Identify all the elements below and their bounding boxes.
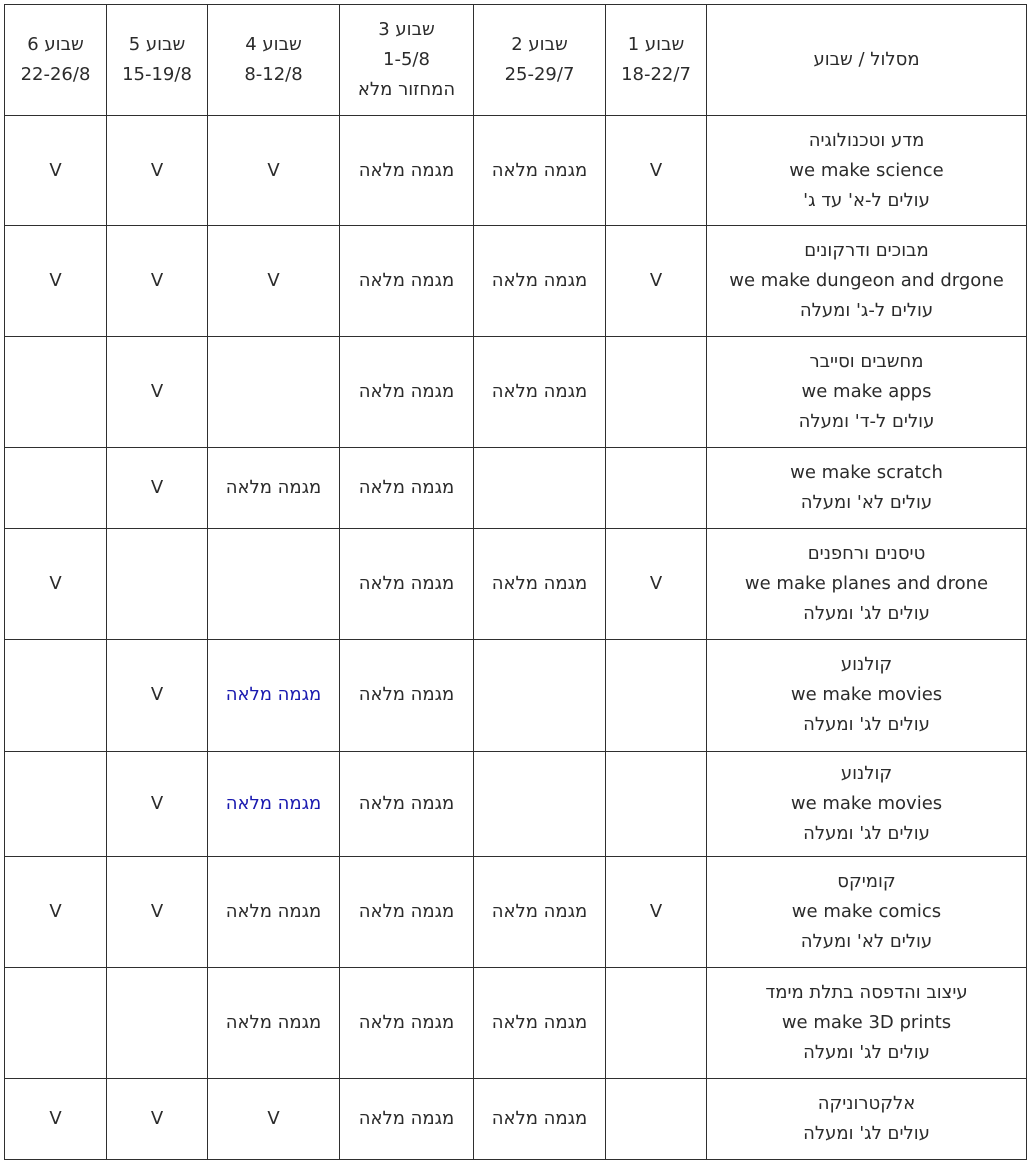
cell-line: מדע וטכנולוגיה (808, 129, 925, 151)
availability-check (107, 1078, 208, 1159)
full-status-cell (340, 967, 474, 1078)
availability-check (606, 529, 707, 640)
cell-value: מגמה מלאה (358, 792, 455, 814)
full-status-cell (474, 856, 606, 967)
table-row (5, 116, 1027, 226)
cell-line: עולים לג' ומעלה (803, 1122, 930, 1144)
empty-cell (5, 640, 107, 751)
cell-line: we make scratch (790, 462, 943, 484)
cell-value: מגמה מלאה (358, 477, 455, 499)
schedule-table (4, 4, 1027, 1160)
track-cell (707, 226, 1027, 337)
empty-cell (474, 640, 606, 751)
cell-value: מגמה מלאה (491, 900, 588, 922)
cell-value: V (150, 159, 164, 181)
table-row (5, 967, 1027, 1078)
availability-check (606, 856, 707, 967)
track-cell (707, 856, 1027, 967)
full-status-cell (474, 226, 606, 337)
availability-check (208, 1078, 340, 1159)
empty-cell (107, 529, 208, 640)
availability-check (5, 529, 107, 640)
cell-value: V (150, 477, 164, 499)
cell-value: V (649, 270, 663, 292)
full-status-link[interactable]: מגמה מלאה (225, 792, 322, 814)
cell-value: מגמה מלאה (491, 1011, 588, 1033)
track-cell (707, 967, 1027, 1078)
track-cell (707, 529, 1027, 640)
cell-line: we make science (789, 159, 944, 181)
full-status-cell (340, 529, 474, 640)
cell-value: מגמה מלאה (491, 1107, 588, 1129)
cell-line: we make planes and drone (744, 573, 989, 595)
full-status-cell (208, 967, 340, 1078)
track-cell (707, 337, 1027, 448)
table-row (5, 856, 1027, 967)
availability-check (107, 226, 208, 337)
cell-value: מגמה מלאה (225, 1011, 322, 1033)
cell-value: V (49, 1107, 62, 1129)
cell-value: מגמה מלאה (358, 159, 455, 181)
cell-line: עולים ל-ג' ומעלה (799, 300, 934, 322)
full-status-cell (340, 856, 474, 967)
full-status-cell (340, 1078, 474, 1159)
cell-line: עולים לג' ומעלה (803, 822, 930, 844)
availability-check (107, 856, 208, 967)
empty-cell (208, 337, 340, 448)
cell-line: עולים לג' ומעלה (803, 714, 930, 736)
empty-cell (606, 751, 707, 856)
header-week-4 (208, 5, 340, 116)
cell-line: טיסנים ורחפנים (807, 543, 926, 565)
cell-value: מגמה מלאה (358, 381, 455, 403)
cell-line: we make comics (791, 900, 942, 922)
cell-value: מגמה מלאה (225, 477, 322, 499)
availability-check (107, 640, 208, 751)
track-cell (707, 448, 1027, 529)
header-week-3 (340, 5, 474, 116)
availability-check (208, 116, 340, 226)
track-cell (707, 1078, 1027, 1159)
empty-cell (5, 751, 107, 856)
cell-value: מגמה מלאה (491, 159, 588, 181)
full-status-cell (340, 448, 474, 529)
empty-cell (474, 751, 606, 856)
cell-value: V (49, 270, 62, 292)
cell-value: V (150, 684, 164, 706)
cell-line: we make 3D prints (781, 1011, 952, 1033)
full-status-cell (208, 856, 340, 967)
availability-check (5, 116, 107, 226)
cell-line: קומיקס (837, 870, 896, 892)
cell-value: מגמה מלאה (358, 1011, 455, 1033)
full-status-link[interactable]: מגמה מלאה (225, 684, 322, 706)
full-status-cell (208, 448, 340, 529)
availability-check (5, 856, 107, 967)
table-row (5, 1078, 1027, 1159)
cell-line: 22-26/8 (20, 64, 91, 85)
cell-line: מסלול / שבוע (813, 49, 920, 70)
cell-value: V (649, 573, 663, 595)
full-status-cell (474, 967, 606, 1078)
cell-value: V (649, 900, 663, 922)
cell-value: V (49, 159, 62, 181)
header-row (5, 5, 1027, 116)
cell-value: מגמה מלאה (491, 381, 588, 403)
cell-line: מחשבים וסייבר (809, 351, 924, 373)
cell-value: מגמה מלאה (358, 270, 455, 292)
cell-value: מגמה מלאה (491, 270, 588, 292)
cell-line: 8-12/8 (244, 64, 303, 85)
empty-cell (208, 529, 340, 640)
track-cell (707, 751, 1027, 856)
cell-value: V (267, 159, 280, 181)
cell-line: we make movies (790, 684, 943, 706)
cell-line: 25-29/7 (504, 64, 575, 85)
table-row (5, 529, 1027, 640)
cell-line: שבוע 3 (378, 19, 435, 40)
full-status-cell (340, 337, 474, 448)
empty-cell (107, 967, 208, 1078)
cell-value: V (267, 270, 280, 292)
cell-value: V (150, 792, 164, 814)
table-body (5, 116, 1027, 1160)
availability-check (107, 116, 208, 226)
full-status-cell (474, 529, 606, 640)
cell-line: we make movies (790, 792, 943, 814)
table-row (5, 337, 1027, 448)
cell-line: קולנוע (840, 762, 893, 784)
cell-line: עולים ל-ד' ומעלה (798, 411, 935, 433)
cell-line: שבוע 4 (245, 34, 302, 55)
cell-value: V (267, 1107, 280, 1129)
empty-cell (606, 640, 707, 751)
table-row (5, 751, 1027, 856)
full-status-cell[interactable] (208, 640, 340, 751)
full-status-cell (340, 640, 474, 751)
header-track-week (707, 5, 1027, 116)
cell-line: עיצוב והדפסה בתלת מימד (765, 981, 968, 1003)
header-week-1 (606, 5, 707, 116)
cell-line: שבוע 6 (27, 34, 84, 55)
cell-line: אלקטרוניקה (817, 1092, 916, 1114)
cell-line: שבוע 5 (128, 34, 186, 55)
full-status-cell (474, 337, 606, 448)
empty-cell (606, 1078, 707, 1159)
track-cell (707, 116, 1027, 226)
table-row (5, 226, 1027, 337)
cell-value: מגמה מלאה (358, 573, 455, 595)
cell-line: we make apps (801, 381, 932, 403)
availability-check (107, 751, 208, 856)
availability-check (107, 337, 208, 448)
cell-value: V (649, 159, 663, 181)
empty-cell (606, 337, 707, 448)
table-row (5, 448, 1027, 529)
cell-line: המחזור מלא (357, 79, 456, 100)
cell-line: עולים לא' ומעלה (800, 492, 933, 514)
availability-check (208, 226, 340, 337)
header-week-2 (474, 5, 606, 116)
cell-value: מגמה מלאה (358, 900, 455, 922)
empty-cell (5, 337, 107, 448)
header-week-5 (107, 5, 208, 116)
cell-line: 15-19/8 (122, 64, 192, 85)
empty-cell (606, 967, 707, 1078)
empty-cell (5, 967, 107, 1078)
cell-value: מגמה מלאה (358, 1107, 455, 1129)
cell-value: מגמה מלאה (491, 573, 588, 595)
cell-line: we make dungeon and drgone (729, 270, 1004, 292)
cell-line: 18-22/7 (621, 64, 691, 85)
full-status-cell (474, 116, 606, 226)
cell-line: שבוע 1 (627, 34, 685, 55)
header-week-6 (5, 5, 107, 116)
cell-line: 1-5/8 (383, 49, 430, 70)
cell-value: מגמה מלאה (225, 900, 322, 922)
cell-value: V (49, 900, 62, 922)
full-status-cell (340, 751, 474, 856)
availability-check (107, 448, 208, 529)
cell-line: שבוע 2 (511, 34, 568, 55)
table-row (5, 640, 1027, 751)
availability-check (5, 1078, 107, 1159)
cell-value: V (150, 381, 164, 403)
cell-value: V (49, 573, 62, 595)
cell-value: מגמה מלאה (358, 684, 455, 706)
availability-check (606, 116, 707, 226)
cell-line: עולים ל-א' עד ג' (803, 189, 930, 211)
cell-line: קולנוע (840, 654, 893, 676)
cell-value: V (150, 1107, 164, 1129)
availability-check (5, 226, 107, 337)
cell-line: מבוכים ודרקונים (804, 240, 929, 262)
cell-value: V (150, 900, 164, 922)
full-status-cell[interactable] (208, 751, 340, 856)
availability-check (606, 226, 707, 337)
empty-cell (606, 448, 707, 529)
cell-line: עולים לג' ומעלה (803, 603, 930, 625)
full-status-cell (474, 1078, 606, 1159)
cell-line: עולים לא' ומעלה (800, 930, 933, 952)
track-cell (707, 640, 1027, 751)
cell-line: עולים לג' ומעלה (803, 1041, 930, 1063)
full-status-cell (340, 116, 474, 226)
full-status-cell (340, 226, 474, 337)
empty-cell (474, 448, 606, 529)
empty-cell (5, 448, 107, 529)
cell-value: V (150, 270, 164, 292)
